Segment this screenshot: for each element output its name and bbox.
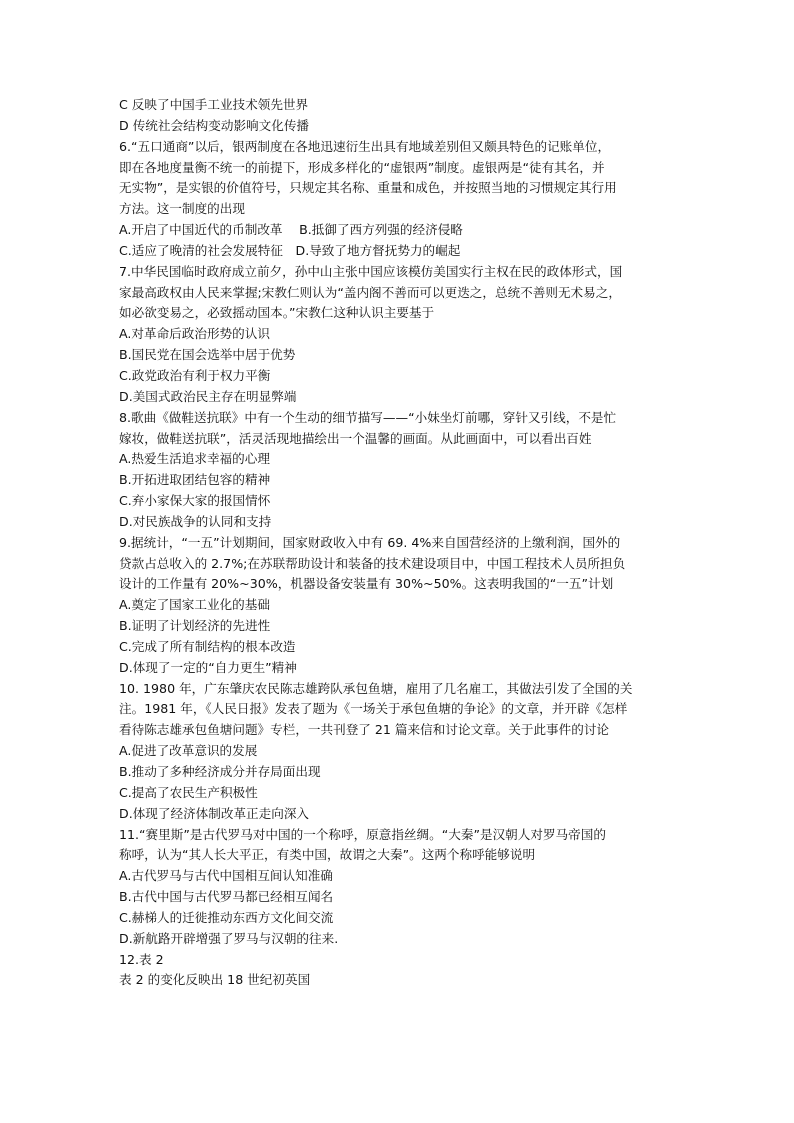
paragraph-q12 (119, 950, 679, 971)
text-line: D.美国式政治民主存在明显弊端 (119, 388, 297, 404)
text-line: C.适应了晚清的社会发展特征 D.导致了地方督抚势力的崛起 (119, 242, 461, 258)
paragraph-q7c (119, 366, 679, 387)
paragraph-q10c (119, 783, 679, 804)
text-line: D 传统社会结构变动影响文化传播 (119, 117, 310, 133)
paragraph-q7d (119, 387, 679, 408)
text-line: 无实物”，是实银的价值符号，只规定其名称、重量和成色，并按照当地的习惯规定其行用 (119, 180, 617, 196)
paragraph-q8 (119, 408, 679, 450)
paragraph-q5d (119, 116, 679, 137)
text-line: 6.“五口通商”以后，银两制度在各地迅速衍生出具有地域差别但又颇具特色的记账单位， (119, 138, 611, 154)
text-line: C.提高了农民生产积极性 (119, 784, 258, 800)
text-line: D.新航路开辟增强了罗马与汉朝的往来. (119, 930, 339, 946)
text-line: 贷款占总收入的 2.7%;在苏联帮助设计和装备的技术建设项目中，中国工程技术人员所担负 (119, 555, 626, 571)
text-line: B.国民党在国会选举中居于优势 (119, 347, 296, 363)
paragraph-q9 (119, 533, 679, 596)
text-line: 12.表 2 (119, 951, 164, 967)
text-line: 嫁妆，做鞋送抗联”，活灵活现地描绘出一个温馨的画面。从此画面中，可以看出百姓 (119, 430, 592, 446)
text-line: 7.中华民国临时政府成立前夕，孙中山主张中国应该模仿美国实行主权在民的政体形式，国 (119, 263, 623, 279)
paragraph-q9b (119, 616, 679, 637)
text-line: D.体现了经济体制改革正走向深入 (119, 805, 310, 821)
text-line: 表 2 的变化反映出 18 世纪初英国 (119, 972, 311, 988)
paragraph-q5c (119, 95, 679, 116)
paragraph-q7b (119, 345, 679, 366)
text-line: 11.“赛里斯”是古代罗马对中国的一个称呼，原意指丝绸。“大秦”是汉朝人对罗马帝国的 (119, 826, 606, 842)
text-line: B.古代中国与古代罗马都已经相互闻名 (119, 889, 334, 905)
text-line: C.政党政治有利于权力平衡 (119, 367, 271, 383)
text-line: 看待陈志雄承包鱼塘问题》专栏，一共刊登了 21 篇来信和讨论文章。关于此事件的讨论 (119, 722, 610, 738)
text-line: A.热爱生活追求幸福的心理 (119, 451, 270, 467)
paragraph-q12s (119, 970, 679, 991)
text-line: 注。1981 年，《人民日报》发表了题为《一场关于承包鱼塘的争论》的文章，并开辟《怎样 (119, 701, 628, 717)
text-line: 8.歌曲《做鞋送抗联》中有一个生动的细节描写——“小妹坐灯前哪，穿针又引线，不是忙 (119, 409, 617, 425)
text-line: B.推动了多种经济成分并存局面出现 (119, 764, 321, 779)
text-line: A.古代罗马与古代中国相互间认知准确 (119, 868, 333, 884)
text-line: A.对革命后政治形势的认识 (119, 326, 270, 342)
text-line: 9.据统计，“一五”计划期间，国家财政收入中有 69. 4%来自国营经济的上缴利润，国外的 (119, 534, 621, 550)
text-line: 设计的工作量有 20%~30%，机器设备安装量有 30%~50%。这表明我国的“一五”计划 (119, 576, 614, 592)
paragraph-q9a (119, 595, 679, 616)
paragraph-q10b (119, 762, 679, 783)
paragraph-q7 (119, 262, 679, 325)
paragraph-q9d (119, 658, 679, 679)
paragraph-q9c (119, 637, 679, 658)
text-line: 即在各地度量衡不统一的前提下，形成多样化的“虚银两”制度。虚银两是“徒有其名，并 (119, 159, 605, 175)
paragraph-q10d (119, 804, 679, 825)
paragraph-q11 (119, 825, 679, 867)
text-line: C.完成了所有制结构的根本改造 (119, 638, 296, 654)
paragraph-q8b (119, 470, 679, 491)
paragraph-q10 (119, 679, 679, 742)
text-line: 如必欲变易之，必致摇动国本。”宋教仁这种认识主要基于 (119, 305, 435, 321)
text-line: 方法。这一制度的出现 (119, 201, 245, 217)
paragraph-q8c (119, 491, 679, 512)
paragraph-q8d (119, 512, 679, 533)
text-line: B.开拓进取团结包容的精神 (119, 472, 271, 488)
paragraph-q8a (119, 449, 679, 470)
paragraph-q10a (119, 741, 679, 762)
paragraph-q11d (119, 929, 679, 950)
text-line: C.赫梯人的迁徙推动东西方文化间交流 (119, 909, 334, 925)
question-text-body (119, 95, 679, 991)
paragraph-q11c (119, 908, 679, 929)
text-line: D.体现了一定的“自力更生”精神 (119, 659, 297, 675)
text-line: 家最高政权由人民来掌握;宋教仁则认为“盖内阁不善而可以更迭之，总统不善则无术易之， (119, 284, 621, 300)
text-line: B.证明了计划经济的先进性 (119, 618, 271, 634)
text-line: A.促进了改革意识的发展 (119, 743, 258, 759)
text-line: 10. 1980 年，广东肇庆农民陈志雄跨队承包鱼塘，雇用了几名雇工，其做法引发了全国的关 (119, 680, 633, 696)
paragraph-q11a (119, 866, 679, 887)
paragraph-q6ab (119, 220, 679, 241)
text-line: A.开启了中国近代的币制改革 B.抵御了西方列强的经济侵略 (119, 222, 463, 238)
text-line: D.对民族战争的认同和支持 (119, 513, 272, 529)
paragraph-q6cd (119, 241, 679, 262)
paragraph-q7a (119, 324, 679, 345)
text-line: A.奠定了国家工业化的基础 (119, 597, 270, 613)
text-line: 称呼，认为“其人长大平正，有类中国，故谓之大秦”。这两个称呼能够说明 (119, 847, 536, 863)
text-line: C 反映了中国手工业技术领先世界 (119, 97, 309, 112)
paragraph-q6 (119, 137, 679, 220)
paragraph-q11b (119, 887, 679, 908)
text-line: C.弃小家保大家的报国情怀 (119, 493, 271, 509)
